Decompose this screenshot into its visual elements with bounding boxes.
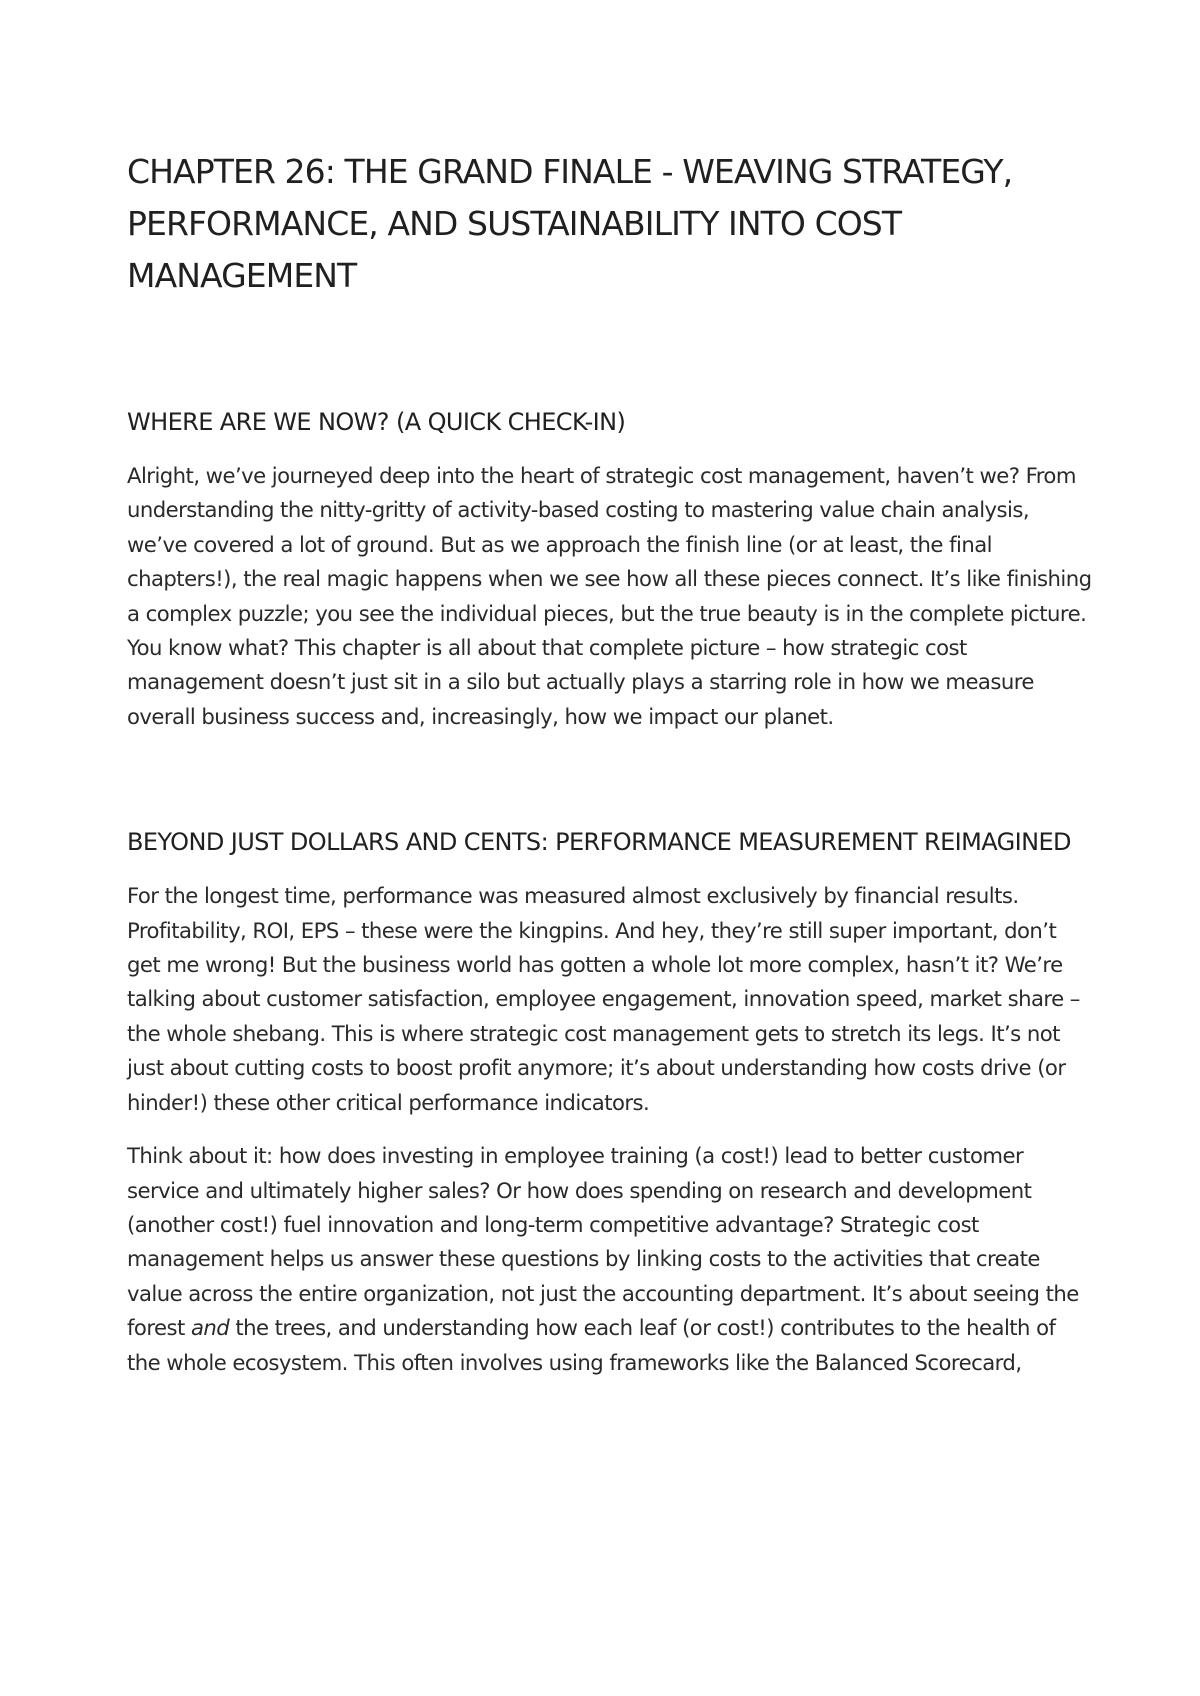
- paragraph-check-in: Alright, we’ve journeyed deep into the heart of strategic cost management, haven’t we? From understanding the nitty-gritty of activity-based costing to mastering value chain analysis, we’ve covered a lot of ground. But as we approach the finish line (or at least, the final chapters!), the real magic happens when we see how all these pieces connect. It’s like finishing a complex puzzle; you see the individual pieces, but the true beauty is in the complete picture. You know what? This chapter is all about that complete picture – how strategic cost management doesn’t just sit in a silo but actually plays a starring role in how we measure overall business success and, increasingly, how we impact our planet.: [127, 463, 1092, 729]
- emphasis-text: and: [190, 1315, 230, 1341]
- section-heading-performance: BEYOND JUST DOLLARS AND CENTS: PERFORMANCE MEASUREMENT REIMAGINED: [127, 828, 1071, 857]
- paragraph-text-before-emphasis: Think about it: how does investing in employee training (a cost!) lead to better customer service and ultimately higher sales? Or how does spending on research and development (another cost!) fuel innovation and long-term competitive advantage? Strategic cost management helps us answer these questions by linking costs to the activities that create value across the entire organization, not just the accounting department. It’s about seeing the forest: [127, 1143, 1079, 1341]
- paragraph-performance-2: [127, 1139, 1092, 1380]
- page-content: [127, 146, 1092, 1380]
- paragraph-performance-1: For the longest time, performance was measured almost exclusively by financial results. Profitability, ROI, EPS – these were the kingpins. And hey, they’re still super important, don’t get me wrong! But the business world has gotten a whole lot more complex, hasn’t it? We’re talking about customer satisfaction, employee engagement, innovation speed, market share – the whole shebang. This is where strategic cost management gets to stretch its legs. It’s not just about cutting costs to boost profit anymore; it’s about understanding how costs drive (or hinder!) these other critical performance indicators.: [127, 883, 1080, 1115]
- section-heading-check-in: WHERE ARE WE NOW? (A QUICK CHECK-IN): [127, 408, 626, 436]
- chapter-title: CHAPTER 26: THE GRAND FINALE - WEAVING STRATEGY, PERFORMANCE, AND SUSTAINABILITY INTO COST MANAGEMENT: [127, 152, 1013, 295]
- paragraph-text-after-emphasis: the trees, and understanding how each leaf (or cost!) contributes to the health of the whole ecosystem. This often involves using frameworks like the Balanced Scorecard,: [127, 1315, 1056, 1375]
